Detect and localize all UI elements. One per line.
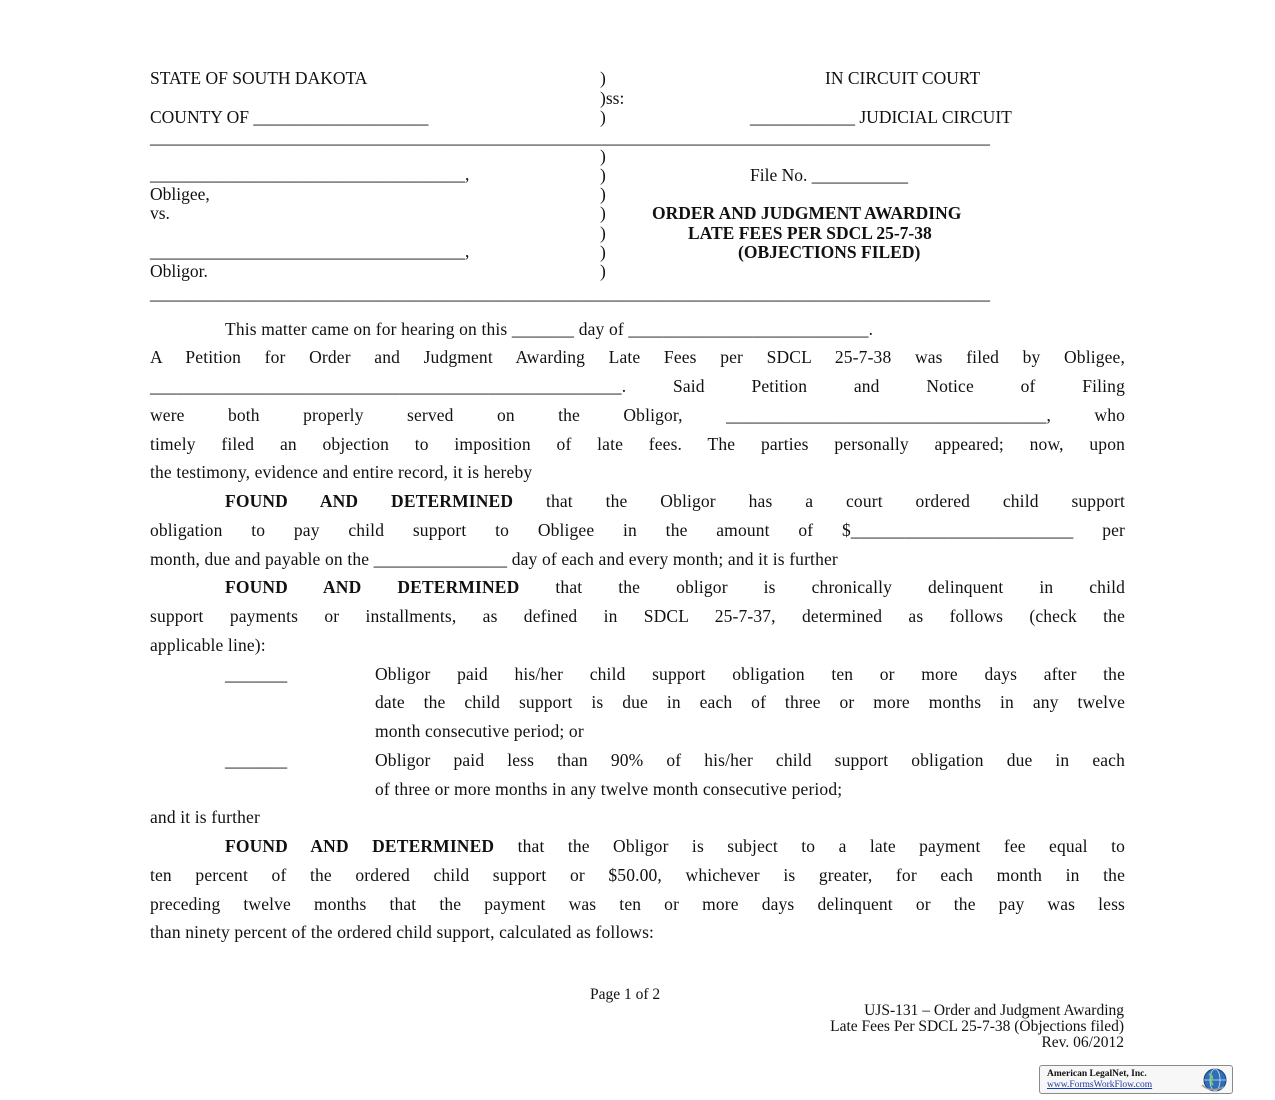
and-it-is-further: and it is further: [150, 807, 260, 827]
form-id-line-2: Late Fees Per SDCL 25-7-38 (Objections filed): [830, 1018, 1124, 1035]
option-1-line-3: month consecutive period; or: [375, 721, 584, 741]
caption-divider: ________________________________________________________________________________________________: [150, 127, 990, 147]
paragraph-3-line-3: applicable line):: [150, 635, 266, 655]
obligor-label: Obligor.: [150, 261, 208, 281]
paragraph-3-line-1: [225, 577, 1125, 597]
file-number: File No. ___________: [750, 165, 908, 185]
vs-label: vs.: [150, 203, 170, 223]
paragraph-4-line-1: [225, 836, 1125, 856]
obligee-label: Obligee,: [150, 184, 210, 204]
globe-icon: [1200, 1067, 1228, 1093]
paragraph-1-line-2: A Petition for Order and Judgment Awarding Late Fees per SDCL 25-7-38 was filed by Obligee,: [150, 347, 1125, 367]
paragraph-4-line-2: ten percent of the ordered child support or $50.00, whichever is greater, for each month in the: [150, 865, 1125, 885]
state-line: STATE OF SOUTH DAKOTA: [150, 68, 368, 88]
document-title-line-1: ORDER AND JUDGMENT AWARDING: [652, 203, 962, 223]
caption-paren: ): [600, 68, 606, 88]
paragraph-4-line-4: than ninety percent of the ordered child support, calculated as follows:: [150, 922, 655, 942]
paragraph-3-line-2: support payments or installments, as defined in SDCL 25-7-37, determined as follows (check the: [150, 606, 1125, 626]
option-1-line-1: Obligor paid his/her child support obligation ten or more days after the: [375, 664, 1125, 684]
paragraph-4-line-1-text: that the Obligor is subject to a late payment fee equal to: [517, 836, 1125, 856]
caption-paren: ): [600, 223, 606, 243]
paragraph-1-line-6: the testimony, evidence and entire record, it is hereby: [150, 462, 533, 482]
paragraph-1-line-1: This matter came on for hearing on this _______ day of ___________________________.: [225, 319, 874, 339]
caption-paren: ): [600, 242, 606, 262]
paragraph-1-line-5: timely filed an objection to imposition of late fees. The parties personally appeared; now, upon: [150, 434, 1125, 454]
paragraph-2-line-2: obligation to pay child support to Obligee in the amount of $_________________________ per: [150, 520, 1125, 540]
paragraph-1-line-4: were both properly served on the Obligor, ____________________________________, who: [150, 405, 1125, 425]
page-number: Page 1 of 2: [590, 986, 661, 1003]
paragraph-2-line-1-text: that the Obligor has a court ordered child support: [545, 491, 1125, 511]
document-title-line-2: LATE FEES PER SDCL 25-7-38: [688, 223, 932, 243]
obligor-blank: ____________________________________,: [150, 241, 470, 261]
paragraph-2-line-3: month, due and payable on the _______________ day of each and every month; and it is further: [150, 549, 838, 569]
badge-company-name: American LegalNet, Inc.: [1047, 1069, 1147, 1079]
check-line-option-2[interactable]: _______: [225, 750, 288, 770]
caption-divider: ________________________________________________________________________________________________: [150, 283, 990, 303]
caption-ss: )ss:: [600, 88, 625, 108]
option-1-line-2: date the child support is due in each of three or more months in any twelve: [375, 692, 1125, 712]
caption-paren: ): [600, 165, 606, 185]
form-id-line-1: UJS-131 – Order and Judgment Awarding: [864, 1002, 1124, 1019]
american-legalnet-badge[interactable]: [1039, 1065, 1233, 1094]
paragraph-1-line-3: _____________________________________________________. Said Petition and Notice of Filing: [150, 376, 1125, 396]
paragraph-3-line-1-text: that the obligor is chronically delinquent in child: [555, 577, 1126, 597]
caption-paren: ): [600, 107, 606, 127]
circuit-line: ____________ JUDICIAL CIRCUIT: [750, 107, 1012, 127]
option-2-line-2: of three or more months in any twelve month consecutive period;: [375, 779, 843, 799]
check-line-option-1[interactable]: _______: [225, 664, 288, 684]
badge-url-link[interactable]: www.FormsWorkFlow.com: [1047, 1080, 1153, 1090]
paragraph-2-line-1: [225, 491, 1125, 511]
found-and-determined-heading: FOUND AND DETERMINED: [225, 577, 520, 597]
obligee-blank: ____________________________________,: [150, 164, 470, 184]
caption-paren: ): [600, 261, 606, 281]
caption-paren: ): [600, 184, 606, 204]
revision-date: Rev. 06/2012: [1041, 1034, 1124, 1051]
found-and-determined-heading: FOUND AND DETERMINED: [225, 836, 495, 856]
caption-paren: ): [600, 203, 606, 223]
paragraph-4-line-3: preceding twelve months that the payment was ten or more days delinquent or the pay was less: [150, 894, 1125, 914]
document-title-line-3: (OBJECTIONS FILED): [738, 242, 921, 262]
court-line: IN CIRCUIT COURT: [825, 68, 981, 88]
county-line: COUNTY OF ____________________: [150, 107, 429, 127]
found-and-determined-heading: FOUND AND DETERMINED: [225, 491, 514, 511]
option-2-line-1: Obligor paid less than 90% of his/her child support obligation due in each: [375, 750, 1125, 770]
caption-paren: ): [600, 146, 606, 166]
